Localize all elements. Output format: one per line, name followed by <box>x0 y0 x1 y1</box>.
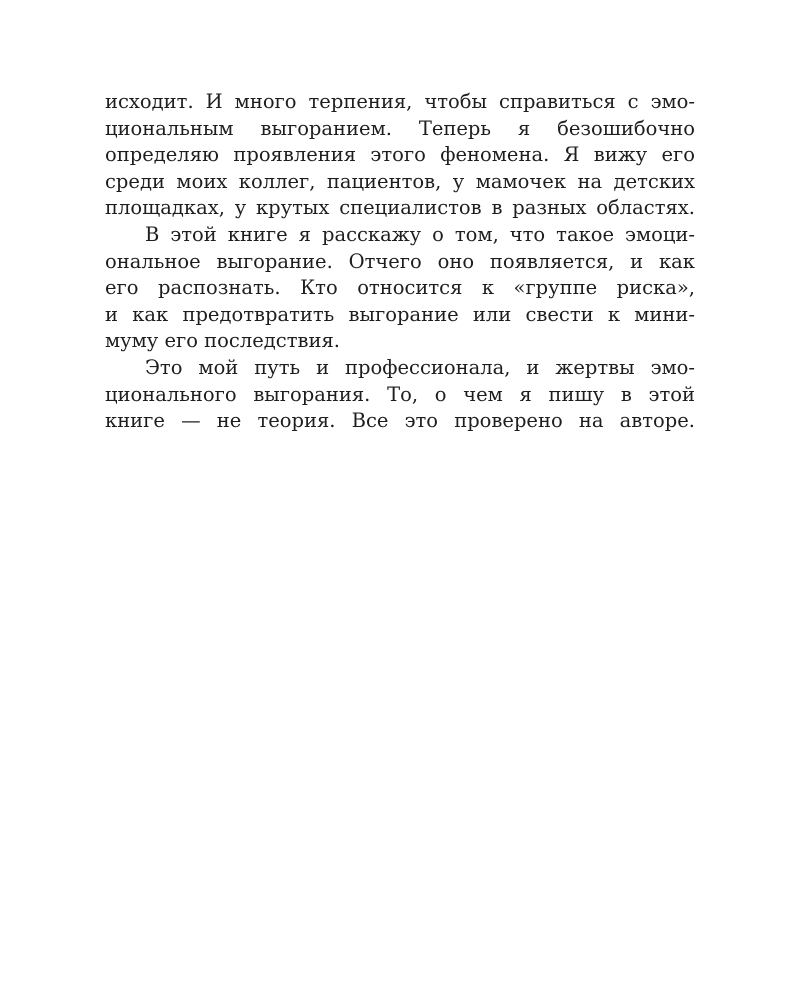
paragraph-3 <box>105 355 695 435</box>
text-line: ональное выгорание. Отчего оно появляется, и как <box>105 249 695 273</box>
paragraph-2 <box>105 222 695 355</box>
text-line: Это мой путь и профессионала, и жертвы эмо- <box>145 355 695 379</box>
paragraph-1 <box>105 89 695 222</box>
body-text <box>105 89 695 435</box>
text-line: определяю проявления этого феномена. Я вижу его <box>105 143 695 167</box>
text-line: циональным выгоранием. Теперь я безошибочно <box>105 116 695 140</box>
text-line: ционального выгорания. То, о чем я пишу в этой <box>105 382 695 406</box>
text-line: его распознать. Кто относится к «группе риска», <box>105 276 695 300</box>
text-line: В этой книге я расскажу о том, что такое эмоци- <box>145 222 695 246</box>
text-line: исходит. И много терпения, чтобы справиться с эмо- <box>105 90 695 113</box>
text-line: площадках, у крутых специалистов в разных областях. <box>105 196 695 220</box>
text-line: муму его последствия. <box>105 329 340 353</box>
text-line: среди моих коллег, пациентов, у мамочек на детских <box>105 169 695 193</box>
text-line: и как предотвратить выгорание или свести к мини- <box>105 302 695 326</box>
text-line: книге — не теория. Все это проверено на авторе. <box>105 409 695 433</box>
